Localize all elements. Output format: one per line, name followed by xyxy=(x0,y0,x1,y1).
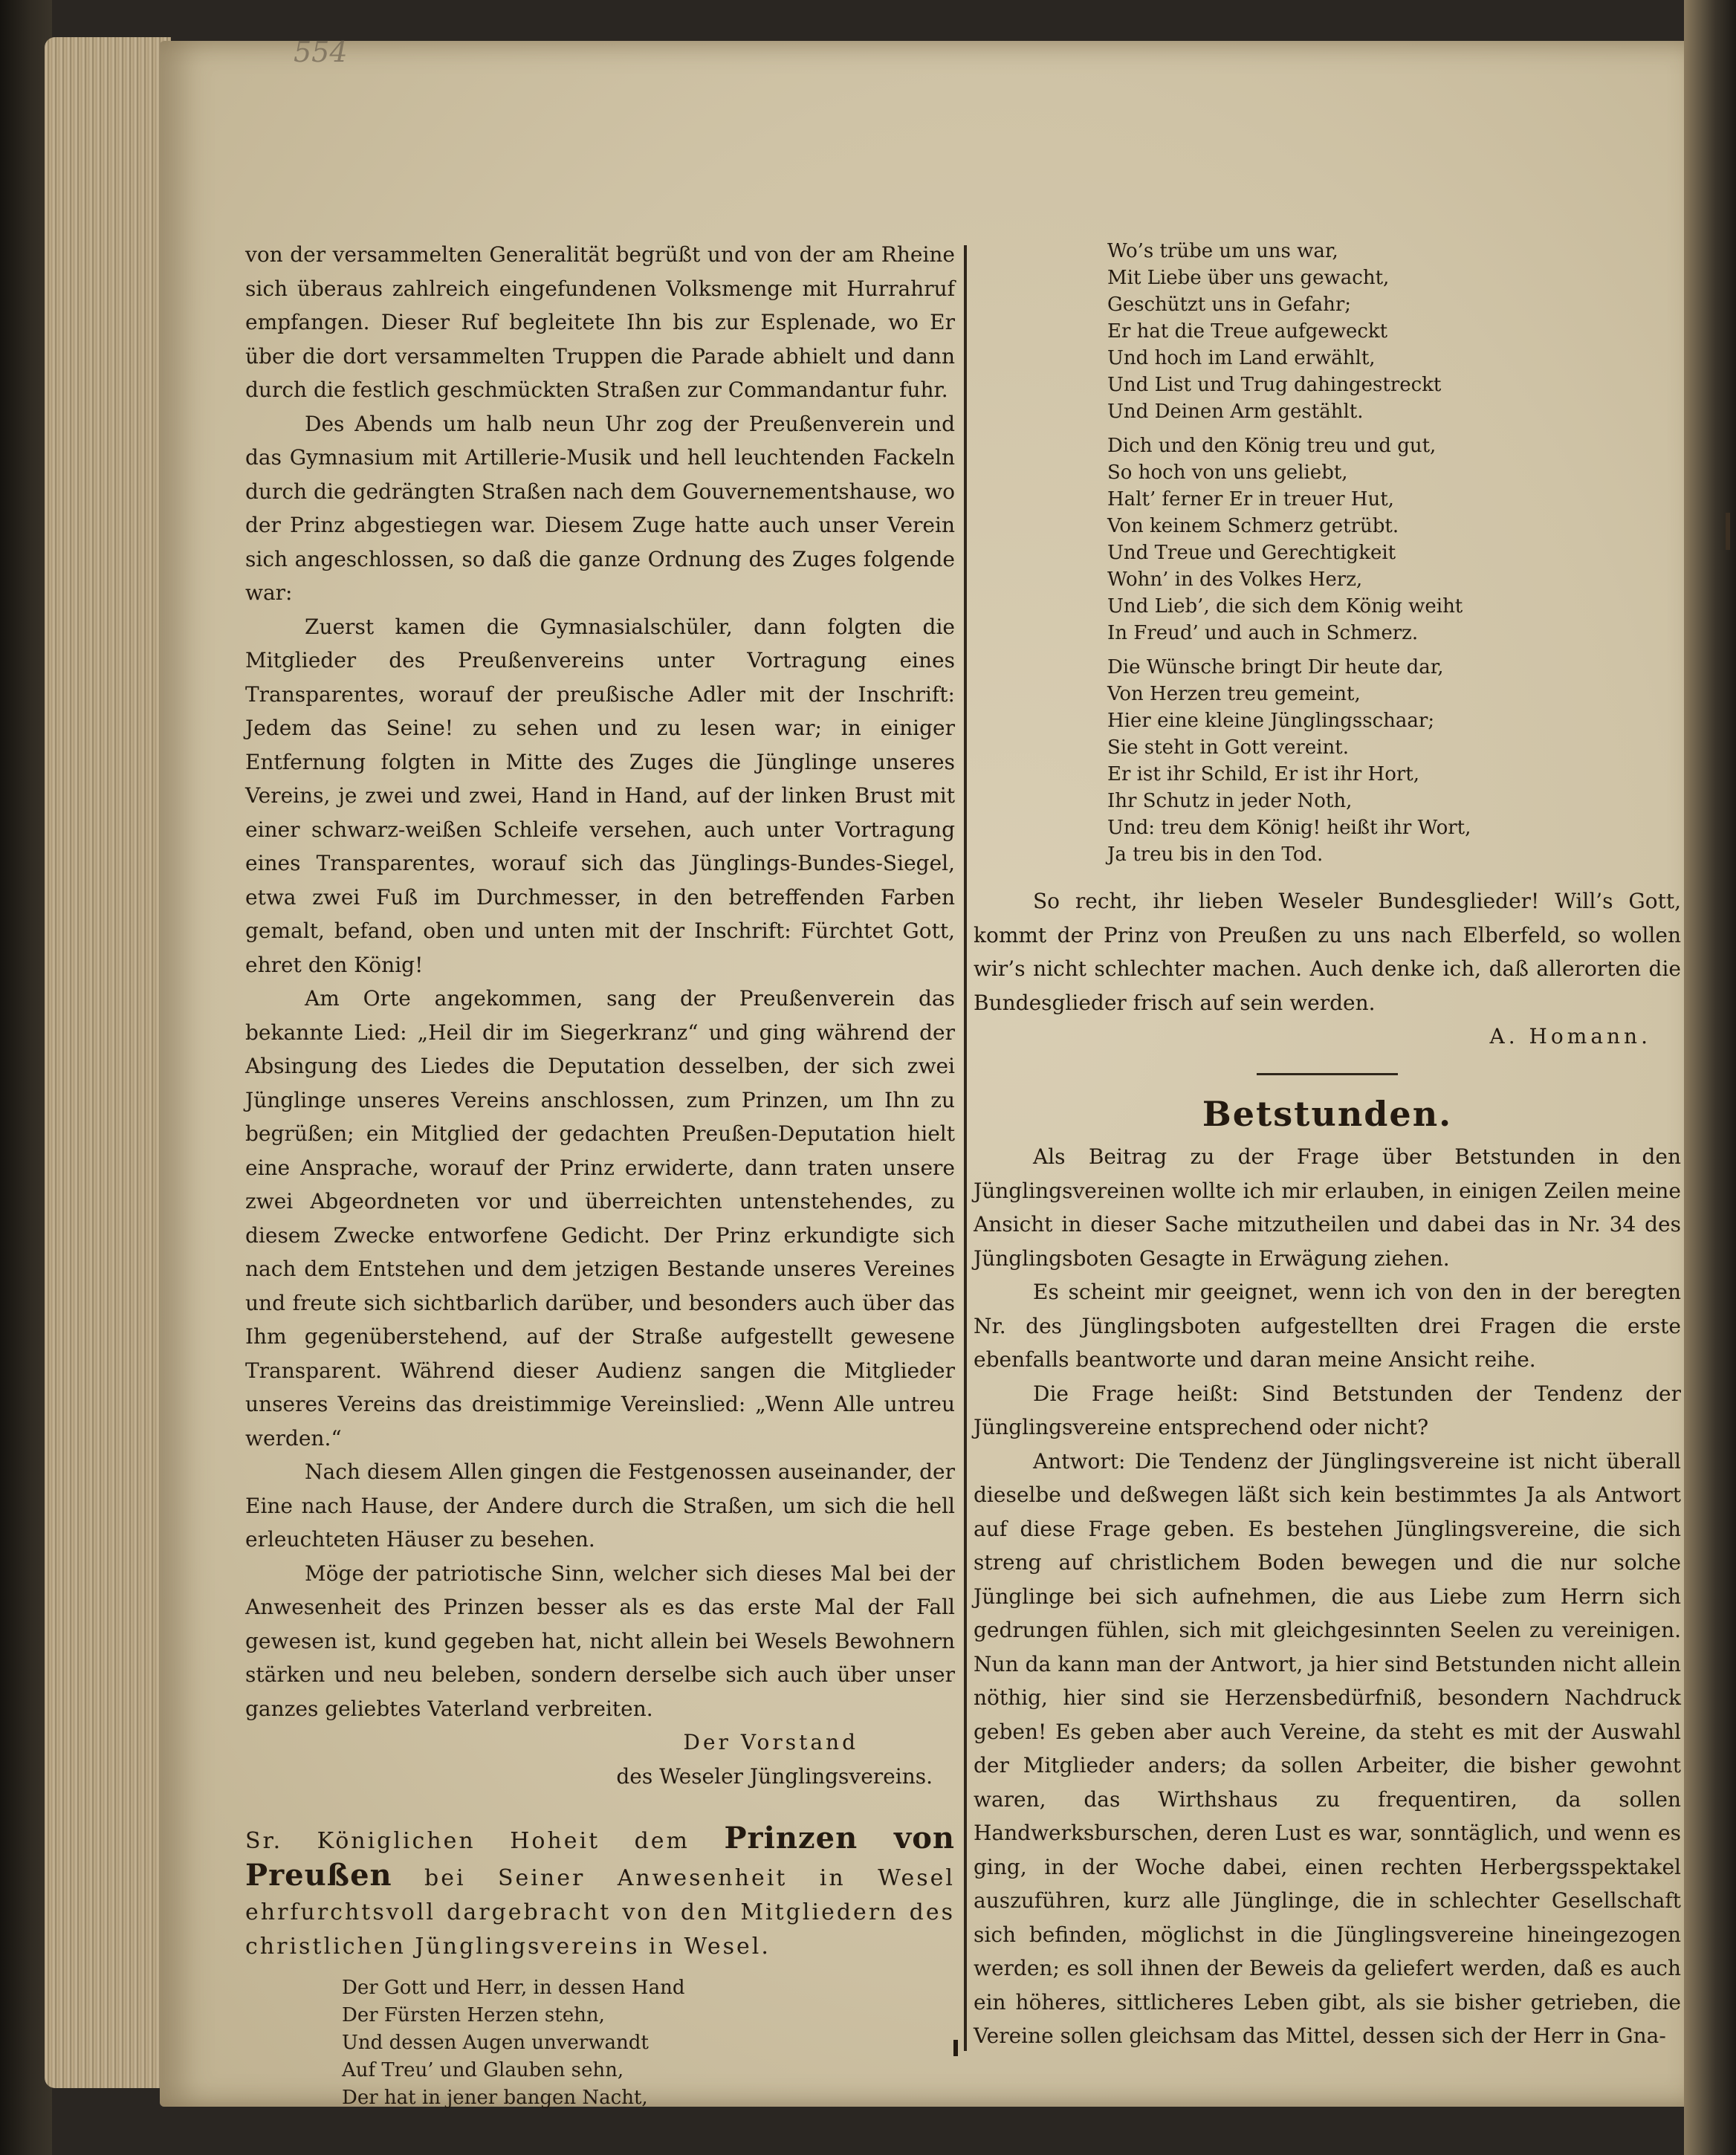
paragraph: Möge der patriotische Sinn, welcher sich dieses Mal bei der Anwesenheit des Prinzen besser als es das erste Mal der Fall gewesen ist, kund gegeben hat, nicht allein bei Wesels Bewohnern stärken und neu beleben, sondern derselbe sich auch über unser ganzes geliebtes Vaterland verbreiten. xyxy=(245,1561,955,1721)
dedication-name: Preußen xyxy=(245,1858,392,1893)
poem-line: Die Wünsche bringt Dir heute dar, xyxy=(1107,656,1444,678)
dedication xyxy=(245,1821,955,1964)
poem-line: Der Gott und Herr, in dessen Hand xyxy=(342,1977,685,1999)
paragraph: Des Abends um halb neun Uhr zog der Preußenverein und das Gymnasium mit Artillerie-Musik und hell leuchtenden Fackeln durch die gedrängten Straßen nach dem Gouvernementshause, wo der Prinz abgestiegen war. Diesem Zuge hatte auch unser Verein sich angeschlossen, so daß die ganze Ordnung des Zuges folgende war: xyxy=(245,411,955,605)
section-divider xyxy=(1257,1073,1398,1075)
paragraph: Nach diesem Allen gingen die Festgenossen auseinander, der Eine nach Hause, der Andere durch die Straßen, um sich die hell erleuchteten Häuser zu besehen. xyxy=(245,1459,955,1552)
paragraph: Die Frage heißt: Sind Betstunden der Tendenz der Jünglingsvereine entsprechend oder nicht? xyxy=(974,1381,1681,1439)
author-signature: A. Homann. xyxy=(1489,1024,1651,1049)
bleed-mark xyxy=(1726,513,1730,550)
handwritten-page-number: 554 xyxy=(294,36,348,68)
poem-line: Dich und den König treu und gut, xyxy=(1107,435,1437,457)
dedication-text: bei Seiner Anwesenheit in Wesel ehrfurchtsvoll dargebracht von den Mitgliedern des christlichen Jünglingsvereins in Wesel. xyxy=(245,1865,955,1960)
poem-line: Der hat in jener bangen Nacht, xyxy=(342,2087,648,2109)
poem xyxy=(245,1974,955,2112)
poem-line: Hier eine kleine Jünglingsschaar; xyxy=(1107,710,1435,732)
poem-line: Und dessen Augen unverwandt xyxy=(342,2032,649,2054)
poem-line: Von Herzen treu gemeint, xyxy=(1107,683,1361,705)
poem-line: In Freud’ und auch in Schmerz. xyxy=(1107,622,1419,644)
column-divider xyxy=(964,245,967,2051)
closing-paragraph: So recht, ihr lieben Weseler Bundesglieder! Will’s Gott, kommt der Prinz von Preußen zu uns nach Elberfeld, so wollen wir’s nicht schlechter machen. Auch denke ich, daß allerorten die Bundesglieder frisch auf sein werden. xyxy=(974,889,1681,1015)
poem-stanza xyxy=(974,238,1681,425)
paragraph: Als Beitrag zu der Frage über Betstunden in den Jünglingsvereinen wollte ich mir erlauben, in einigen Zeilen meine Ansicht in dieser Sache mitzutheilen und dabei das in Nr. 34 des Jünglingsboten Gesagte in Erwägung ziehen. xyxy=(974,1144,1681,1271)
facing-page-edge xyxy=(1684,0,1736,2155)
paragraph: Antwort: Die Tendenz der Jünglingsvereine ist nicht überall dieselbe und deßwegen läßt sich kein bestimmtes Ja als Antwort auf diese Frage geben. Es bestehen Jünglingsvereine, die sich streng auf christlichem Boden bewegen und die nur solche Jünglinge bei sich aufnehmen, die aus Liebe zum Herrn sich gedrungen fühlen, sich mit gleichgesinnten Seelen zu vereinigen. Nun da kann man der Antwort, ja hier sind Betstunden nicht allein nöthig, hier sind sie Herzensbedürfniß, besondern Nachdruck geben! Es geben aber auch Vereine, da steht es mit der Auswahl der Mitglieder anders; da sollen Arbeiter, die bisher gewohnt waren, das Wirthshaus zu frequentiren, da sollen Handwerksburschen, deren Lust es war, sonntäglich, und wenn es ging, in der Woche dabei, einen rechten Herbergsspektakel auszuführen, kurz alle Jünglinge, die in schlechter Gesellschaft sich befinden, möglichst in die Jünglingsvereine hineingezogen werden; es soll ihnen der Beweis da geliefert werden, daß es auch ein höheres, sittlicheres Leben gibt, als sie bisher getrieben, die Vereine sollen gleichsam das Mittel, dessen sich der Herr in Gna- xyxy=(974,1448,1681,2048)
poem-line: Und List und Trug dahingestreckt xyxy=(1107,374,1442,396)
poem-line: Und hoch im Land erwählt, xyxy=(1107,347,1376,369)
poem-stanza xyxy=(974,432,1681,646)
poem-line: Mit Liebe über uns gewacht, xyxy=(1107,267,1390,289)
poem-line: Ja treu bis in den Tod. xyxy=(1107,843,1324,866)
poem-line: Ihr Schutz in jeder Noth, xyxy=(1107,790,1353,812)
poem-line: Sie steht in Gott vereint. xyxy=(1107,736,1349,759)
left-column xyxy=(245,238,955,2112)
signature-line: Der Vorstand xyxy=(683,1730,858,1754)
section-heading: Betstunden. xyxy=(1202,1093,1453,1134)
poem-stanza xyxy=(974,654,1681,868)
poem-line: Von keinem Schmerz getrübt. xyxy=(1107,515,1399,537)
poem-line: Wohn’ in des Volkes Herz, xyxy=(1107,568,1363,591)
dedication-text: Sr. Königlichen Hoheit dem xyxy=(245,1828,690,1854)
poem-line: Und Deinen Arm gestählt. xyxy=(1107,401,1364,423)
poem-line: Auf Treu’ und Glauben sehn, xyxy=(342,2059,624,2081)
paragraph: Zuerst kamen die Gymnasialschüler, dann folgten die Mitglieder des Preußenvereins unter Vortragung eines Transparentes, worauf der preußische Adler mit der Inschrift: Jedem das Seine! zu sehen und zu lesen war; in einiger Entfernung folgten in Mitte des Zuges die Jünglinge unseres Vereins, je zwei und zwei, Hand in Hand, auf der linken Brust mit einer schwarz-weißen Schleife versehen, auch unter Vortragung eines Transparentes, worauf sich das Jünglings-Bundes-Siegel, etwa zwei Fuß im Durchmesser, in den betreffenden Farben gemalt, befand, oben und unten mit der Inschrift: Fürchtet Gott, ehret den König! xyxy=(245,614,955,977)
poem-line: Und: treu dem König! heißt ihr Wort, xyxy=(1107,817,1471,839)
poem-line: Der Fürsten Herzen stehn, xyxy=(342,2004,605,2026)
poem-line: Und Treue und Gerechtigkeit xyxy=(1107,542,1396,564)
paragraph: von der versammelten Generalität begrüßt und von der am Rheine sich überaus zahlreich eingefundenen Volksmenge mit Hurrahruf empfangen. Dieser Ruf begleitete Ihn bis zur Esplenade, wo Er über die dort versammelten Truppen die Parade abhielt und dann durch die festlich geschmückten Straßen zur Commandantur fuhr. xyxy=(245,242,955,402)
poem-line: Er hat die Treue aufgeweckt xyxy=(1107,320,1388,343)
dedication-name: Prinzen von xyxy=(724,1821,955,1856)
paragraph: Es scheint mir geeignet, wenn ich von den in der beregten Nr. des Jünglingsboten aufgestellten drei Fragen die erste ebenfalls beantworte und daran meine Ansicht reihe. xyxy=(974,1280,1681,1372)
paragraph: Am Orte angekommen, sang der Preußenverein das bekannte Lied: „Heil dir im Siegerkranz“ und ging während der Absingung des Liedes die Deputation desselben, der sich zwei Jünglinge unseres Vereins anschlossen, zum Prinzen, um Ihn zu begrüßen; ein Mitglied der gedachten Preußen-Deputation hielt eine Ansprache, worauf der Prinz erwiderte, dann traten unsere zwei Abgeordneten vor und überreichten untenstehendes, zu diesem Zwecke entworfene Gedicht. Der Prinz erkundigte sich nach dem Entstehen und dem jetzigen Bestande unseres Vereines und freute sich sichtbarlich darüber, und besonders auch über das Ihm gegenüberstehend, auf der Straße aufgestellt gewesene Transparent. Während dieser Audienz sangen die Mitglieder unseres Vereins das dreistimmige Vereinslied: „Wenn Alle untreu werden.“ xyxy=(245,986,955,1451)
poem-line: So hoch von uns geliebt, xyxy=(1107,461,1348,484)
poem-line: Wo’s trübe um uns war, xyxy=(1107,240,1338,262)
right-column xyxy=(974,238,1681,2053)
signature-line: des Weseler Jünglingsvereins. xyxy=(616,1763,933,1789)
page-stack-edges xyxy=(45,37,171,2088)
poem-line: Geschützt uns in Gefahr; xyxy=(1107,294,1352,316)
poem-line: Und Lieb’, die sich dem König weiht xyxy=(1107,595,1463,618)
poem-line: Er ist ihr Schild, Er ist ihr Hort, xyxy=(1107,763,1419,785)
poem-line: Halt’ ferner Er in treuer Hut, xyxy=(1107,488,1394,511)
